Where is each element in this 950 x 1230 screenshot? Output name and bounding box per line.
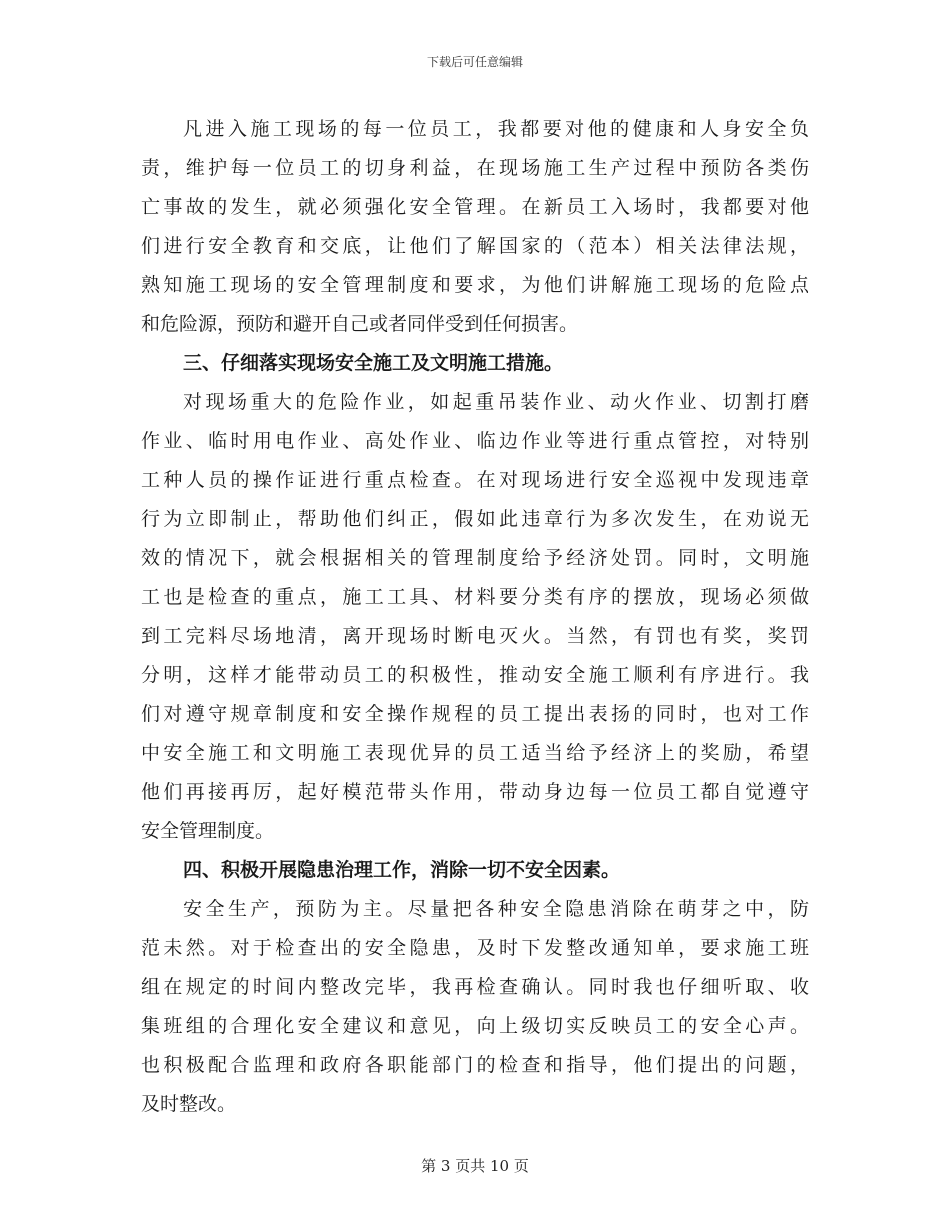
paragraph-line: 们进行安全教育和交底，让他们了解国家的（范本）相关法律法规， xyxy=(141,235,809,257)
page-header: 下载后可任意编辑 xyxy=(426,55,523,69)
paragraph-line: 责，维护每一位员工的切身利益，在现场施工生产过程中预防各类伤 xyxy=(141,157,809,179)
paragraph-line: 效的情况下，就会根据相关的管理制度给予经济处罚。同时，文明施 xyxy=(141,547,809,569)
paragraph-line: 及时整改。 xyxy=(141,1093,237,1115)
paragraph-line: 作业、临时用电作业、高处作业、临边作业等进行重点管控，对特别 xyxy=(141,430,809,452)
paragraph-line: 安全生产，预防为主。尽量把各种安全隐患消除在萌芽之中，防 xyxy=(183,898,809,920)
paragraph-line: 熟知施工现场的安全管理制度和要求，为他们讲解施工现场的危险点 xyxy=(141,274,809,296)
paragraph-line: 集班组的合理化安全建议和意见，向上级切实反映员工的安全心声。 xyxy=(141,1015,809,1037)
paragraph-line: 工也是检查的重点，施工工具、材料要分类有序的摆放，现场必须做 xyxy=(141,586,809,608)
paragraph-line: 中安全施工和文明施工表现优异的员工适当给予经济上的奖励，希望 xyxy=(141,742,809,764)
paragraph-line: 范未然。对于检查出的安全隐患，及时下发整改通知单，要求施工班 xyxy=(141,937,809,959)
paragraph-line: 行为立即制止，帮助他们纠正，假如此违章行为多次发生，在劝说无 xyxy=(141,508,809,530)
paragraph-line: 到工完料尽场地清，离开现场时断电灭火。当然，有罚也有奖，奖罚 xyxy=(141,625,809,647)
paragraph-line: 分明，这样才能带动员工的积极性，推动安全施工顺利有序进行。我 xyxy=(141,664,809,686)
paragraph-line: 他们再接再厉，起好模范带头作用，带动身边每一位员工都自觉遵守 xyxy=(141,781,809,803)
page-number: 第 3 页共 10 页 xyxy=(421,1157,529,1175)
paragraph-line: 对现场重大的危险作业，如起重吊装作业、动火作业、切割打磨 xyxy=(183,391,809,413)
paragraph-line: 也积极配合监理和政府各职能部门的检查和指导，他们提出的问题， xyxy=(141,1054,809,1076)
paragraph-line: 和危险源，预防和避开自己或者同伴受到任何损害。 xyxy=(141,313,579,335)
paragraph-line: 凡进入施工现场的每一位员工，我都要对他的健康和人身安全负 xyxy=(183,118,809,140)
paragraph-line: 安全管理制度。 xyxy=(141,820,275,842)
paragraph-line: 组在规定的时间内整改完毕，我再检查确认。同时我也仔细听取、收 xyxy=(141,976,809,998)
document-body xyxy=(141,110,809,1124)
section-heading: 三、仔细落实现场安全施工及文明施工措施。 xyxy=(183,352,564,374)
paragraph-line: 们对遵守规章制度和安全操作规程的员工提出表扬的同时，也对工作 xyxy=(141,703,809,725)
section-heading: 四、积极开展隐患治理工作，消除一切不安全因素。 xyxy=(183,859,621,881)
paragraph-line: 亡事故的发生，就必须强化安全管理。在新员工入场时，我都要对他 xyxy=(141,196,809,218)
paragraph-line: 工种人员的操作证进行重点检查。在对现场进行安全巡视中发现违章 xyxy=(141,469,809,491)
